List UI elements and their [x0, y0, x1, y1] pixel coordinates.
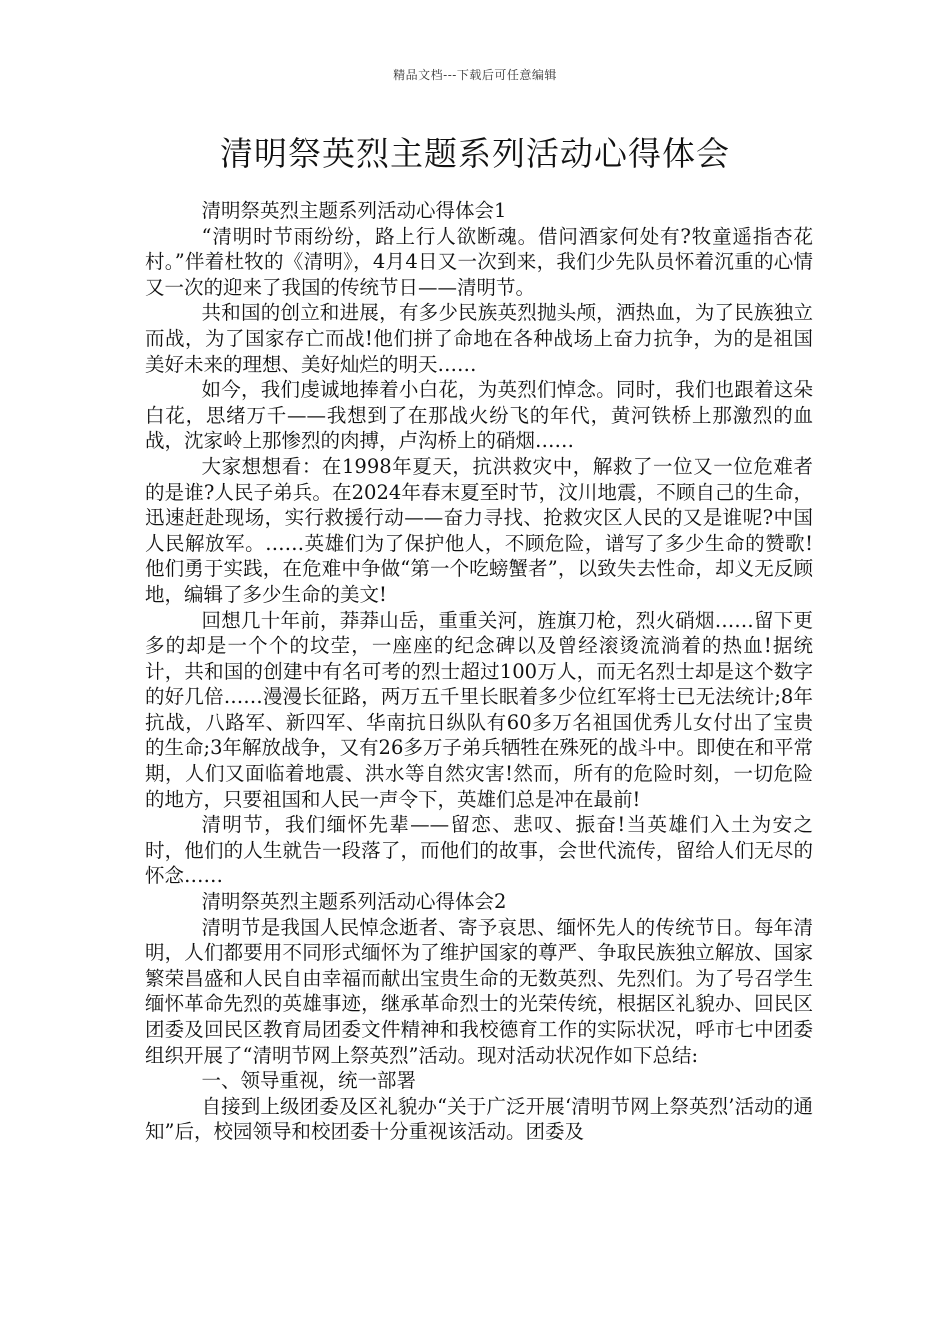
section-heading-1: 清明祭英烈主题系列活动心得体会1 [201, 199, 507, 222]
document-body [145, 198, 813, 1145]
body-paragraph: 清明节，我们缅怀先辈——留恋、悲叹、振奋!当英雄们入土为安之时，他们的人生就告一段落了，而他们的故事，会世代流传，留给人们无尽的怀念…… [145, 813, 813, 888]
document-title: 清明祭英烈主题系列活动心得体会 [220, 134, 730, 173]
subsection-heading: 一、领导重视，统一部署 [201, 1069, 417, 1093]
body-paragraph: 清明节是我国人民悼念逝者、寄予哀思、缅怀先人的传统节日。每年清明，人们都要用不同形式缅怀为了维护国家的尊严、争取民族独立解放、国家繁荣昌盛和人民自由幸福而献出宝贵生命的无数英烈、先烈们。为了号召学生缅怀革命先烈的英雄事迹，继承革命烈士的光荣传统，根据区礼貌办、回民区团委及回民区教育局团委文件精神和我校德育工作的实际状况，呼市七中团委组织开展了“清明节网上祭英烈”活动。现对活动状况作如下总结: [145, 915, 813, 1067]
body-paragraph: 大家想想看：在1998年夏天，抗洪救灾中，解救了一位又一位危难者的是谁?人民子弟兵。在2024年春末夏至时节，汶川地震，不顾自己的生命，迅速赶赴现场，实行救援行动——奋力寻找、抢救灾区人民的又是谁呢?中国人民解放军。……英雄们为了保护他人，不顾危险，谱写了多少生命的赞歌!他们勇于实践，在危难中争做“第一个吃螃蟹者”，以致失去性命，却义无反顾地，编辑了多少生命的美文! [145, 454, 813, 606]
body-paragraph: 回想几十年前，莽莽山岳，重重关河，旌旗刀枪，烈火硝烟……留下更多的却是一个个的坟茔，一座座的纪念碑以及曾经滚烫流淌着的热血!据统计，共和国的创建中有名可考的烈士超过100万人，而无名烈士却是这个数字的好几倍……漫漫长征路，两万五千里长眠着多少位红军将士已无法统计;8年抗战，八路军、新四军、华南抗日纵队有60多万名祖国优秀儿女付出了宝贵的生命;3年解放战争，又有26多万子弟兵牺牲在殊死的战斗中。即使在和平常期，人们又面临着地震、洪水等自然灾害!然而，所有的危险时刻，一切危险的地方，只要祖国和人民一声令下，英雄们总是冲在最前! [145, 608, 813, 811]
body-paragraph: 如今，我们虔诚地捧着小白花，为英烈们悼念。同时，我们也跟着这朵白花，思绪万千——我想到了在那战火纷飞的年代，黄河铁桥上那激烈的血战，沈家岭上那惨烈的肉搏，卢沟桥上的硝烟…… [145, 378, 813, 453]
body-paragraph: 自接到上级团委及区礼貌办“关于广泛开展‘清明节网上祭英烈’活动的通知”后，校园领导和校团委十分重视该活动。团委及 [145, 1094, 813, 1144]
body-paragraph: “清明时节雨纷纷，路上行人欲断魂。借问酒家何处有?牧童遥指杏花村。”伴着杜牧的《清明》，4月4日又一次到来，我们少先队员怀着沉重的心情又一次的迎来了我国的传统节日——清明节。 [145, 224, 813, 299]
body-paragraph: 共和国的创立和进展，有多少民族英烈抛头颅，洒热血，为了民族独立而战，为了国家存亡而战!他们拼了命地在各种战场上奋力抗争，为的是祖国美好未来的理想、美好灿烂的明天…… [145, 301, 813, 376]
section-heading-2: 清明祭英烈主题系列活动心得体会2 [201, 890, 507, 914]
header-note: 精品文档---下载后可任意编辑 [393, 68, 557, 82]
